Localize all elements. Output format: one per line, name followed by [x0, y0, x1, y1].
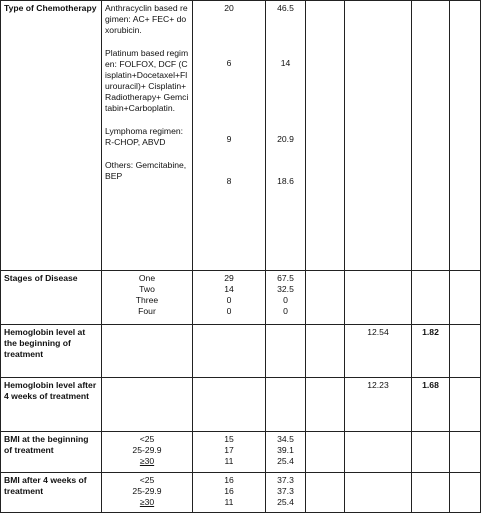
bmi-count: 17: [224, 445, 234, 455]
bmi-begin-categories: [102, 432, 193, 473]
bmi-count: 11: [224, 497, 234, 507]
regimen-others: Others: Gemcitabine, BEP: [105, 160, 187, 181]
bmi-cat: 25-29.9: [132, 445, 162, 455]
count-anthracyclin: 20: [224, 3, 234, 13]
pct-group3: 20.9: [277, 134, 294, 144]
stage-pct: 0: [283, 295, 288, 305]
stage-pct: 0: [283, 306, 288, 316]
stage-cat: One: [138, 273, 156, 283]
bmi-cat: ≥30: [139, 497, 155, 507]
chemo-counts: [193, 1, 266, 271]
pct-anthracyclin: 46.5: [277, 3, 294, 13]
row-chemotherapy: [1, 1, 481, 271]
row-label-bmi-after: BMI after 4 weeks of treatment: [1, 473, 102, 513]
hb-after-mean: 12.23: [345, 378, 412, 432]
regimen-platinum: Platinum based regimen: FOLFOX, DCF (Cisplatin+Docetaxel+Flurouracil)+ Cisplatin+ Radiotherapy+ Gemcitabin+Carboplatin.: [105, 48, 189, 113]
row-hb-begin: [1, 325, 481, 378]
stage-count: 29: [224, 273, 234, 283]
row-label-hb-begin: Hemoglobin level at the beginning of treatment: [1, 325, 102, 378]
bmi-pct: 39.1: [277, 445, 294, 455]
stage-categories: [102, 271, 193, 325]
count-lymphoma: 8: [226, 176, 232, 186]
bmi-cat: 25-29.9: [132, 486, 162, 496]
bmi-cat: <25: [139, 475, 155, 485]
stage-pct: 32.5: [277, 284, 294, 294]
bmi-begin-counts: [193, 432, 266, 473]
hb-after-sd: 1.68: [412, 378, 450, 432]
hb-begin-mean: 12.54: [345, 325, 412, 378]
count-group3: 9: [226, 134, 232, 144]
stage-count: 14: [224, 284, 234, 294]
row-label-hb-after: Hemoglobin level after 4 weeks of treatment: [1, 378, 102, 432]
chemo-percents: [266, 1, 306, 271]
row-label-chemotherapy: Type of Chemotherapy: [1, 1, 102, 271]
bmi-count: 16: [224, 475, 234, 485]
bmi-cat: <25: [139, 434, 155, 444]
row-stages: [1, 271, 481, 325]
bmi-after-categories: [102, 473, 193, 513]
bmi-after-percents: [266, 473, 306, 513]
bmi-pct: 25.4: [277, 497, 294, 507]
bmi-pct: 37.3: [277, 475, 294, 485]
bmi-pct: 34.5: [277, 434, 294, 444]
stage-pct: 67.5: [277, 273, 294, 283]
row-label-bmi-begin: BMI at the beginning of treatment: [1, 432, 102, 473]
row-label-stages: Stages of Disease: [1, 271, 102, 325]
bmi-pct: 25.4: [277, 456, 294, 466]
regimen-anthracyclin: Anthracyclin based regimen: AC+ FEC+ doxorubicin.: [105, 3, 188, 35]
regimen-lymphoma: Lymphoma regimen: R-CHOP, ABVD: [105, 126, 184, 147]
bmi-count: 16: [224, 486, 234, 496]
stage-count: 0: [226, 306, 232, 316]
bmi-pct: 37.3: [277, 486, 294, 496]
hb-begin-sd: 1.82: [412, 325, 450, 378]
bmi-cat: ≥30: [139, 456, 155, 466]
chemo-regimens: [102, 1, 193, 271]
pct-platinum: 14: [280, 58, 291, 68]
row-bmi-begin: [1, 432, 481, 473]
stage-percents: [266, 271, 306, 325]
bmi-after-counts: [193, 473, 266, 513]
stage-cat: Three: [135, 295, 159, 305]
stage-cat: Four: [138, 306, 156, 316]
stage-counts: [193, 271, 266, 325]
bmi-count: 15: [224, 434, 234, 444]
bmi-count: 11: [224, 456, 234, 466]
row-hb-after: [1, 378, 481, 432]
pct-lymphoma: 18.6: [277, 176, 294, 186]
bmi-begin-percents: [266, 432, 306, 473]
stage-cat: Two: [139, 284, 155, 294]
count-platinum: 6: [226, 58, 232, 68]
row-bmi-after: [1, 473, 481, 513]
stage-count: 0: [226, 295, 232, 305]
